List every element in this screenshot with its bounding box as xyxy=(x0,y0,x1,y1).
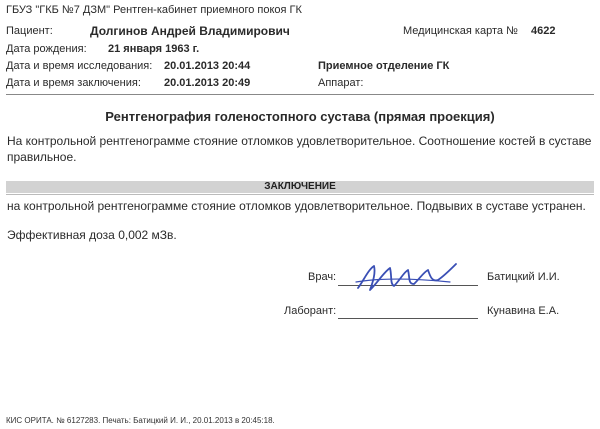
exam-label: Дата и время исследования: xyxy=(6,60,153,72)
conclusion-divider xyxy=(6,194,594,195)
study-description-line1: На контрольной рентгенограмме стояние отломков удовлетворительное. Соотношение костей в суставе xyxy=(7,134,592,148)
doctor-name: Батицкий И.И. xyxy=(487,271,560,283)
card-number: 4622 xyxy=(531,25,556,37)
conclusion-text: на контрольной рентгенограмме стояние отломков удовлетворительное. Подвывих в суставе устранен. xyxy=(7,199,586,213)
doctor-signature-image xyxy=(350,258,470,298)
header-divider xyxy=(6,94,594,95)
card-label: Медицинская карта № xyxy=(403,25,518,37)
conclusion-time-label: Дата и время заключения: xyxy=(6,77,141,89)
department: Приемное отделение ГК xyxy=(318,60,450,72)
institution-header: ГБУЗ "ГКБ №7 ДЗМ" Рентген-кабинет приемного покоя ГК xyxy=(6,4,302,16)
conclusion-time-value: 20.01.2013 20:49 xyxy=(164,77,251,89)
lab-label: Лаборант: xyxy=(284,305,337,317)
conclusion-header-band xyxy=(6,181,594,193)
study-description-line2: правильное. xyxy=(7,150,77,164)
apparatus-label: Аппарат: xyxy=(318,77,364,89)
effective-dose: Эффективная доза 0,002 мЗв. xyxy=(7,228,177,242)
doctor-label: Врач: xyxy=(308,271,337,283)
patient-label: Пациент: xyxy=(6,25,53,37)
dob-value: 21 января 1963 г. xyxy=(108,43,200,55)
lab-name: Кунавина Е.А. xyxy=(487,305,560,317)
conclusion-heading: ЗАКЛЮЧЕНИЕ xyxy=(264,181,336,192)
study-title: Рентгенография голеностопного сустава (прямая проекция) xyxy=(105,109,495,124)
dob-label: Дата рождения: xyxy=(6,43,87,55)
exam-value: 20.01.2013 20:44 xyxy=(164,60,251,72)
lab-signature-line xyxy=(338,318,478,319)
patient-name: Долгинов Андрей Владимирович xyxy=(90,24,290,38)
print-footer: КИС ОРИТА. № 6127283. Печать: Батицкий И. И., 20.01.2013 в 20:45:18. xyxy=(6,416,275,425)
